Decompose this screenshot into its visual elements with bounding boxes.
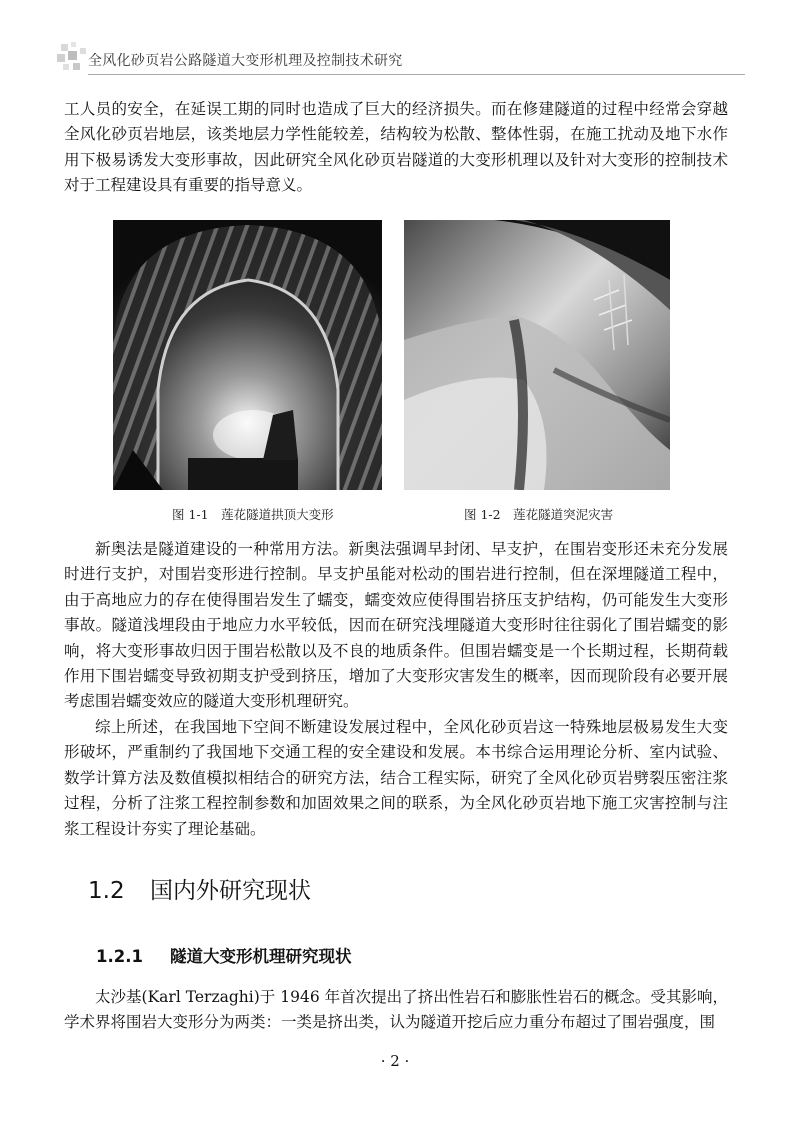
figure-1-1-photo [113,220,382,490]
section-heading [88,872,311,905]
paragraph-natm: 新奥法是隧道建设的一种常用方法。新奥法强调早封闭、早支护，在围岩变形还未充分发展时进行支护，对围岩变形进行控制。早支护虽能对松动的围岩进行控制，但在深埋隧道工程中，由于高地应力的存在使得围岩发生了蠕变，蠕变效应使得围岩挤压支护结构，仍可能发生大变形事故。隧道浅埋段由于地应力水平较低，因而在研究浅埋隧道大变形时往往弱化了围岩蠕变的影响，将大变形事故归因于围岩松散以及不良的地质条件。但围岩蠕变是一个长期过程，长期荷载作用下围岩蠕变导致初期支护受到挤压，增加了大变形灾害发生的概率，因而现阶段有必要开展考虑围岩蠕变效应的隧道大变形机理研究。 [64,540,728,711]
paragraph-continued: 工人员的安全，在延误工期的同时也造成了巨大的经济损失。而在修建隧道的过程中经常会穿越全风化砂页岩地层，该类地层力学性能较差，结构较为松散、整体性弱，在施工扰动及地下水作用下极易诱发大变形事故，因此研究全风化砂页岩隧道的大变形机理以及针对大变形的控制技术对于工程建设具有重要的指导意义。 [64,100,728,195]
header-divider [88,74,745,75]
subsection-title: 隧道大变形机理研究现状 [170,947,352,966]
figure-1-2-photo [404,220,670,490]
subsection-number: 1.2.1 [96,947,143,966]
figure-1-2-caption: 图 1-2 莲花隧道突泥灾害 [464,507,614,522]
running-header-title: 全风化砂页岩公路隧道大变形机理及控制技术研究 [88,53,403,69]
paragraph-terzaghi: 太沙基(Karl Terzaghi)于 1946 年首次提出了挤出性岩石和膨胀性岩石的概念。受其影响，学术界将围岩大变形分为两类：一类是挤出类，认为隧道开挖后应力重分布超过了围岩强度，围 [64,988,728,1032]
figure-1-1-caption: 图 1-1 莲花隧道拱顶大变形 [172,507,334,522]
running-header [55,42,745,80]
section-title: 国内外研究现状 [150,878,311,904]
page-number: · 2 · [380,1052,410,1070]
section-number: 1.2 [88,878,125,904]
paragraph-summary: 综上所述，在我国地下空间不断建设发展过程中，全风化砂页岩这一特殊地层极易发生大变形破坏，严重制约了我国地下交通工程的安全建设和发展。本书综合运用理论分析、室内试验、数学计算方法及数值模拟相结合的研究方法，结合工程实际，研究了全风化砂页岩劈裂压密注浆过程，分析了注浆工程控制参数和加固效果之间的联系，为全风化砂页岩地下施工灾害控制与注浆工程设计夯实了理论基础。 [64,718,728,838]
subsection-heading [96,943,352,967]
